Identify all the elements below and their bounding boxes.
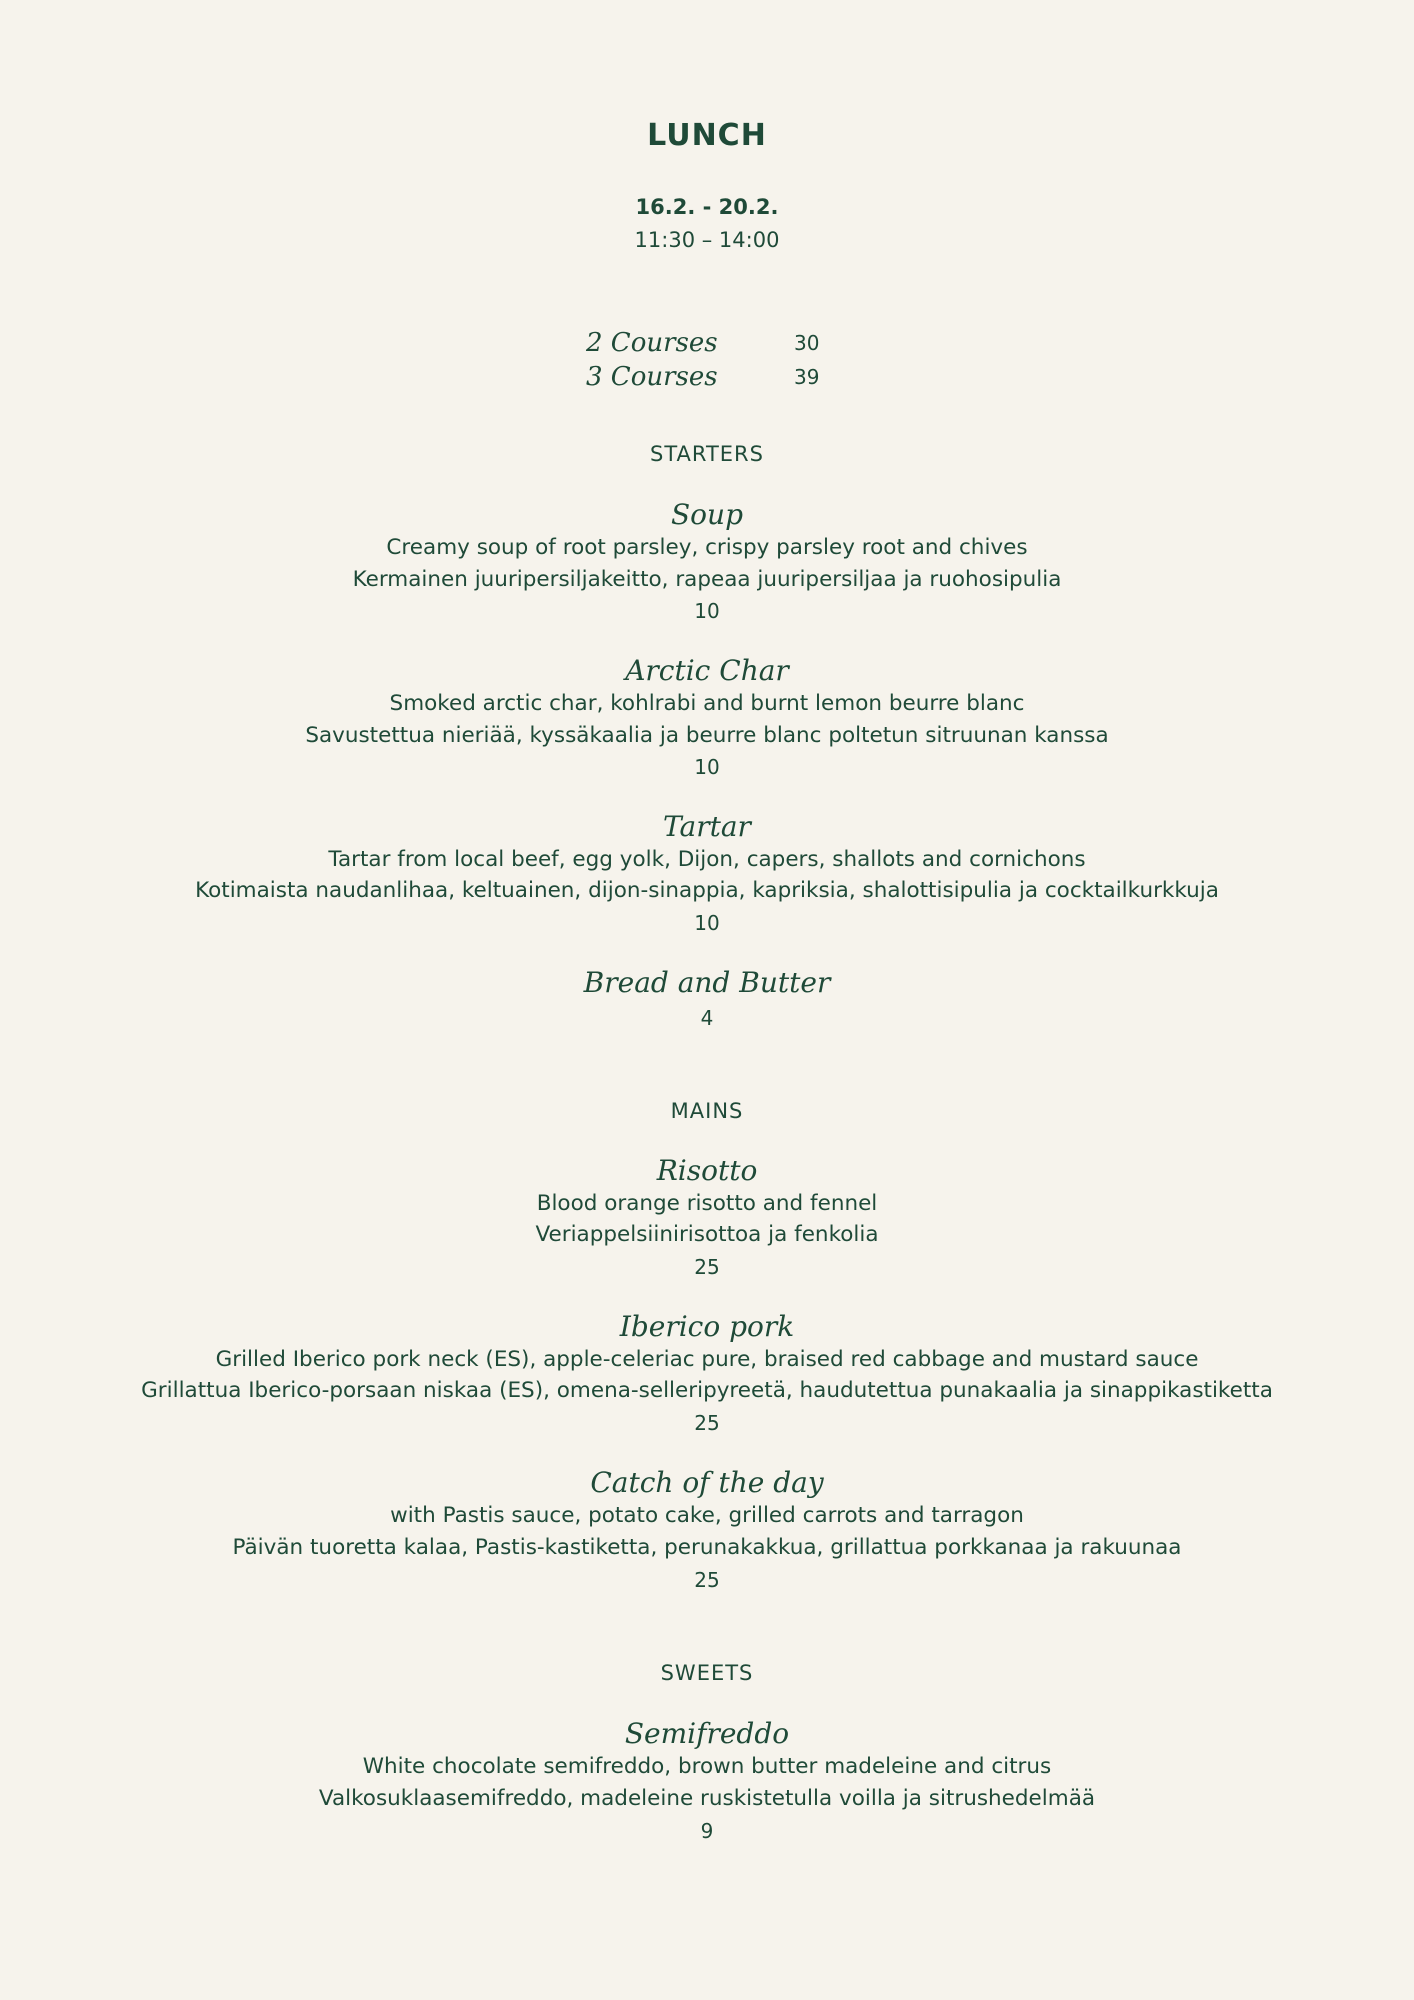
item-name-tartar: Tartar <box>663 810 751 843</box>
item-price: 25 <box>694 1411 720 1435</box>
item-price: 25 <box>694 1255 720 1279</box>
item-desc-fi: Kotimaista naudanlihaa, keltuainen, dijon-sinappia, kapriksia, shalottisipulia ja cocktailkurkkuja <box>195 878 1219 903</box>
item-desc-fi: Grillattua Iberico-porsaan niskaa (ES), omena-selleripyreetä, haudutettua punakaalia ja sinappikastiketta <box>141 1378 1273 1403</box>
menu-hours: 11:30 – 14:00 <box>634 228 780 252</box>
item-name-bread-and-butter: Bread and Butter <box>583 966 831 999</box>
item-desc-fi: Päivän tuoretta kalaa, Pastis-kastiketta, perunakakkua, grillattua porkkanaa ja rakuunaa <box>232 1535 1182 1560</box>
item-desc-en: Smoked arctic char, kohlrabi and burnt lemon beurre blanc <box>389 691 1025 716</box>
item-desc-fi: Veriappelsiinirisottoa ja fenkolia <box>535 1222 879 1247</box>
item-price: 10 <box>694 911 720 935</box>
item-desc-en: Grilled Iberico pork neck (ES), apple-celeriac pure, braised red cabbage and mustard sauce <box>215 1347 1199 1372</box>
course-option-3 <box>586 360 846 394</box>
course-label: 2 Courses <box>586 328 718 358</box>
item-price: 25 <box>694 1568 720 1592</box>
section-heading-sweets: SWEETS <box>660 1661 754 1685</box>
section-heading-mains: MAINS <box>670 1099 744 1123</box>
item-desc-fi: Valkosuklaasemifreddo, madeleine ruskistetulla voilla ja sitrushedelmää <box>318 1786 1096 1811</box>
item-desc-en: Tartar from local beef, egg yolk, Dijon, capers, shallots and cornichons <box>328 847 1086 872</box>
item-desc-en: White chocolate semifreddo, brown butter madeleine and citrus <box>362 1754 1052 1779</box>
item-name-risotto: Risotto <box>656 1154 758 1187</box>
item-price: 4 <box>700 1006 714 1030</box>
course-price: 30 <box>794 331 820 355</box>
item-name-arctic-char: Arctic Char <box>625 654 789 687</box>
item-price: 9 <box>700 1819 714 1843</box>
item-name-soup: Soup <box>671 498 743 531</box>
item-name-semifreddo: Semifreddo <box>624 1717 790 1750</box>
item-desc-en: Blood orange risotto and fennel <box>536 1191 878 1216</box>
item-name-iberico-pork: Iberico pork <box>619 1310 795 1343</box>
item-desc-en: with Pastis sauce, potato cake, grilled carrots and tarragon <box>390 1503 1024 1528</box>
item-price: 10 <box>694 599 720 623</box>
course-label: 3 Courses <box>586 362 718 392</box>
item-price: 10 <box>694 755 720 779</box>
course-price: 39 <box>794 365 820 389</box>
item-desc-en: Creamy soup of root parsley, crispy parsley root and chives <box>386 535 1028 560</box>
course-option-2 <box>586 326 846 360</box>
section-heading-starters: STARTERS <box>650 442 764 466</box>
menu-dates: 16.2. - 20.2. <box>635 195 779 219</box>
item-desc-fi: Kermainen juuripersiljakeitto, rapeaa juuripersiljaa ja ruohosipulia <box>352 567 1062 592</box>
menu-title: LUNCH <box>647 118 767 153</box>
item-name-catch-of-the-day: Catch of the day <box>590 1466 824 1499</box>
item-desc-fi: Savustettua nieriää, kyssäkaalia ja beurre blanc poltetun sitruunan kanssa <box>305 723 1109 748</box>
